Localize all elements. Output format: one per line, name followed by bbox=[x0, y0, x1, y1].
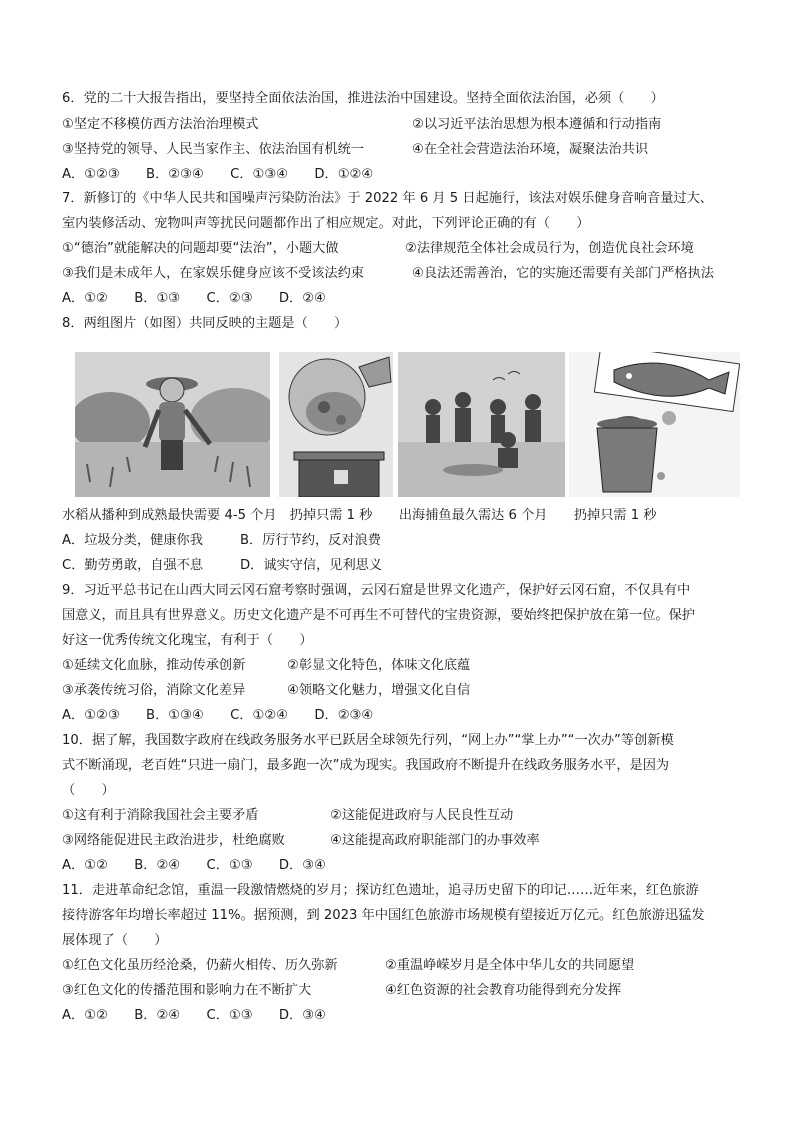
q11-option-1: ①红色文化虽历经沧桑，仍薪火相传、历久弥新 bbox=[62, 958, 338, 973]
q10-answers: A．①② B．②④ C．①③ D．③④ bbox=[62, 858, 326, 873]
q8-option-a: A．垃圾分类，健康你我 bbox=[62, 533, 203, 548]
food-into-trash-illustration bbox=[279, 352, 393, 497]
q6-option-3: ③坚持党的领导、人民当家作主、依法治国有机统一 bbox=[62, 142, 364, 157]
q10-stem-3: （ ） bbox=[62, 783, 115, 798]
q6-option-4: ④在全社会营造法治环境，凝聚法治共识 bbox=[412, 142, 649, 157]
q8-option-b: B．厉行节约，反对浪费 bbox=[240, 533, 381, 548]
q11-stem-2: 接待游客年均增长率超过 11%。据预测，到 2023 年中国红色旅游市场规模有望接近万亿元。红色旅游迅猛发 bbox=[62, 908, 705, 923]
q7-option-4: ④良法还需善治，它的实施还需要有关部门严格执法 bbox=[412, 266, 714, 281]
q10-option-2: ②这能促进政府与人民良性互动 bbox=[330, 808, 514, 823]
q9-stem-1: 9．习近平总书记在山西大同云冈石窟考察时强调，云冈石窟是世界文化遗产，保护好云冈石窟，不仅具有中 bbox=[62, 583, 691, 598]
fish-and-trashcan-illustration bbox=[569, 352, 740, 497]
q9-stem-2: 国意义，而且具有世界意义。历史文化遗产是不可再生不可替代的宝贵资源，要始终把保护放在第一位。保护 bbox=[62, 608, 695, 623]
rice-farmer-illustration bbox=[75, 352, 270, 497]
q11-answers: A．①② B．②④ C．①③ D．③④ bbox=[62, 1008, 326, 1023]
q8-stem: 8．两组图片（如图）共同反映的主题是（ ） bbox=[62, 316, 348, 331]
q7-option-3: ③我们是未成年人，在家娱乐健身应该不受该法约束 bbox=[62, 266, 364, 281]
q7-answers: A．①② B．①③ C．②③ D．②④ bbox=[62, 291, 326, 306]
fishermen-illustration bbox=[398, 352, 565, 497]
q7-option-2: ②法律规范全体社会成员行为，创造优良社会环境 bbox=[405, 241, 694, 256]
q8-option-c: C．勤劳勇敢，自强不息 bbox=[62, 558, 204, 573]
q8-option-d: D．诚实守信，见利思义 bbox=[240, 558, 383, 573]
q10-option-4: ④这能提高政府职能部门的办事效率 bbox=[330, 833, 540, 848]
q6-stem: 6．党的二十大报告指出，要坚持全面依法治国，推进法治中国建设。坚持全面依法治国，必须（ ） bbox=[62, 91, 664, 106]
q9-option-2: ②彰显文化特色，体味文化底蕴 bbox=[287, 658, 471, 673]
q11-stem-3: 展体现了（ ） bbox=[62, 933, 168, 948]
q11-stem-1: 11．走进革命纪念馆，重温一段激情燃烧的岁月；探访红色遗址，追寻历史留下的印记……近年来，红色旅游 bbox=[62, 883, 699, 898]
q6-option-1: ①坚定不移模仿西方法治治理模式 bbox=[62, 117, 259, 132]
q9-option-4: ④领略文化魅力，增强文化自信 bbox=[287, 683, 471, 698]
q8-picture-caption: 水稻从播种到成熟最快需要 4-5 个月 扔掉只需 1 秒 出海捕鱼最久需达 6 个月 扔掉只需 1 秒 bbox=[62, 508, 657, 523]
q9-option-3: ③承袭传统习俗，消除文化差异 bbox=[62, 683, 246, 698]
q10-stem-1: 10．据了解，我国数字政府在线政务服务水平已跃居全球领先行列，“网上办”“掌上办”“一次办”等创新模 bbox=[62, 733, 674, 748]
q6-option-2: ②以习近平法治思想为根本遵循和行动指南 bbox=[412, 117, 662, 132]
q9-option-1: ①延续文化血脉，推动传承创新 bbox=[62, 658, 246, 673]
q11-option-4: ④红色资源的社会教育功能得到充分发挥 bbox=[385, 983, 622, 998]
q7-option-1: ①“德治”就能解决的问题却要“法治”，小题大做 bbox=[62, 241, 339, 256]
q11-option-2: ②重温峥嵘岁月是全体中华儿女的共同愿望 bbox=[385, 958, 635, 973]
q11-option-3: ③红色文化的传播范围和影响力在不断扩大 bbox=[62, 983, 312, 998]
q6-answers: A．①②③ B．②③④ C．①③④ D．①②④ bbox=[62, 167, 374, 182]
q10-option-1: ①这有利于消除我国社会主要矛盾 bbox=[62, 808, 259, 823]
q7-stem-1: 7．新修订的《中华人民共和国噪声污染防治法》于 2022 年 6 月 5 日起施行，该法对娱乐健身音响音量过大、 bbox=[62, 191, 713, 206]
q9-stem-3: 好这一优秀传统文化瑰宝，有利于（ ） bbox=[62, 633, 313, 648]
q10-option-3: ③网络能促进民主政治进步，杜绝腐败 bbox=[62, 833, 285, 848]
q9-answers: A．①②③ B．①③④ C．①②④ D．②③④ bbox=[62, 708, 374, 723]
q10-stem-2: 式不断涌现，老百姓“只进一扇门，最多跑一次”成为现实。我国政府不断提升在线政务服务水平，是因为 bbox=[62, 758, 670, 773]
q7-stem-2: 室内装修活动、宠物叫声等扰民问题都作出了相应规定。对此，下列评论正确的有（ ） bbox=[62, 216, 590, 231]
